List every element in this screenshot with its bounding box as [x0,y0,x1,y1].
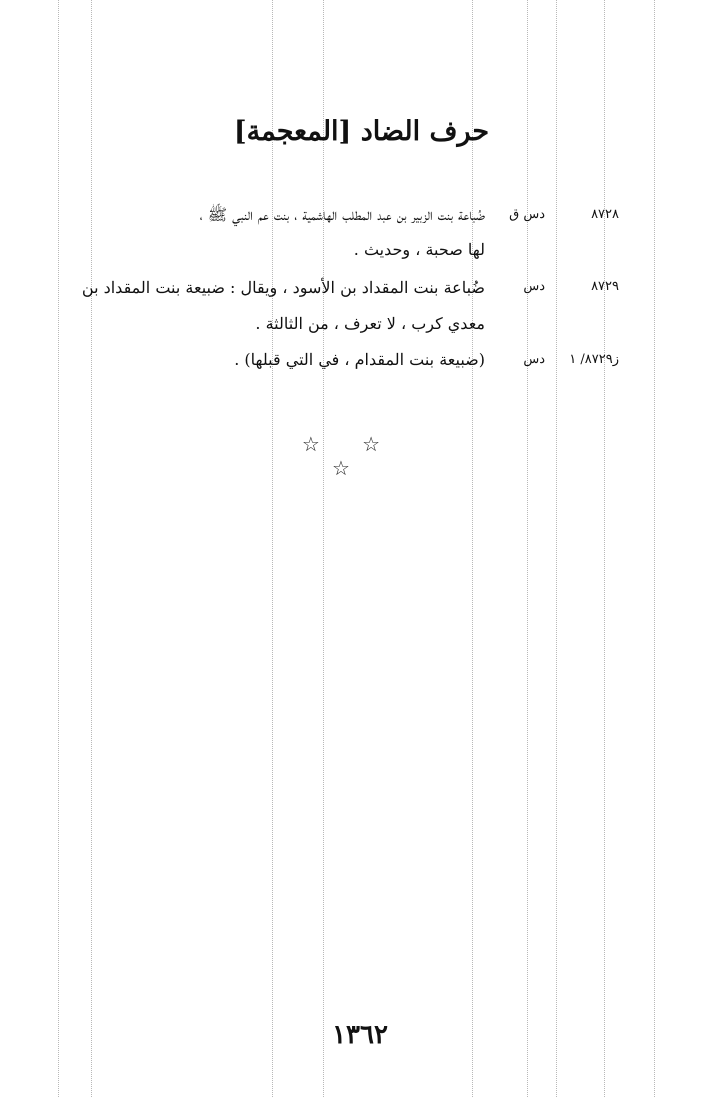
scan-artifact-line [272,0,273,1097]
entry-number: ٨٧٢٩ [591,279,619,294]
entry-number: ٨٧٢٨ [591,207,619,222]
entry-text-line: ضُباعة بنت المقداد بن الأسود ، ويقال : ضبيعة بنت المقداد بن [81,278,485,297]
entry-code: دس ق [509,207,545,222]
entry-number: ز٨٧٢٩/ ١ [569,352,619,367]
entry-code: دس [523,279,545,294]
entry-code: دس [523,352,545,367]
scan-artifact-line [323,0,324,1097]
entry-text-line: (ضبيعة بنت المقدام ، في التي قبلها) . [234,350,485,369]
entry-text-line: لها صحبة ، وحديث . [353,240,485,259]
scan-artifact-line [472,0,473,1097]
scan-artifact-line [654,0,655,1097]
section-separator-stars: ☆ ☆ ☆ [301,432,399,480]
page-number: ١٣٦٢ [332,1020,388,1050]
scan-artifact-line [556,0,557,1097]
scan-artifact-line [604,0,605,1097]
entry-text-line: معدي كرب ، لا تعرف ، من الثالثة . [255,314,485,333]
scan-artifact-line [527,0,528,1097]
scan-artifact-line [58,0,59,1097]
scan-artifact-line [91,0,92,1097]
chapter-title: حرف الضاد [المعجمة] [233,116,490,147]
entry-text-line: ضُباعة بنت الزبير بن عبد المطلب الهاشمية ، بنت عم النبي ﷺ ، [199,205,485,224]
